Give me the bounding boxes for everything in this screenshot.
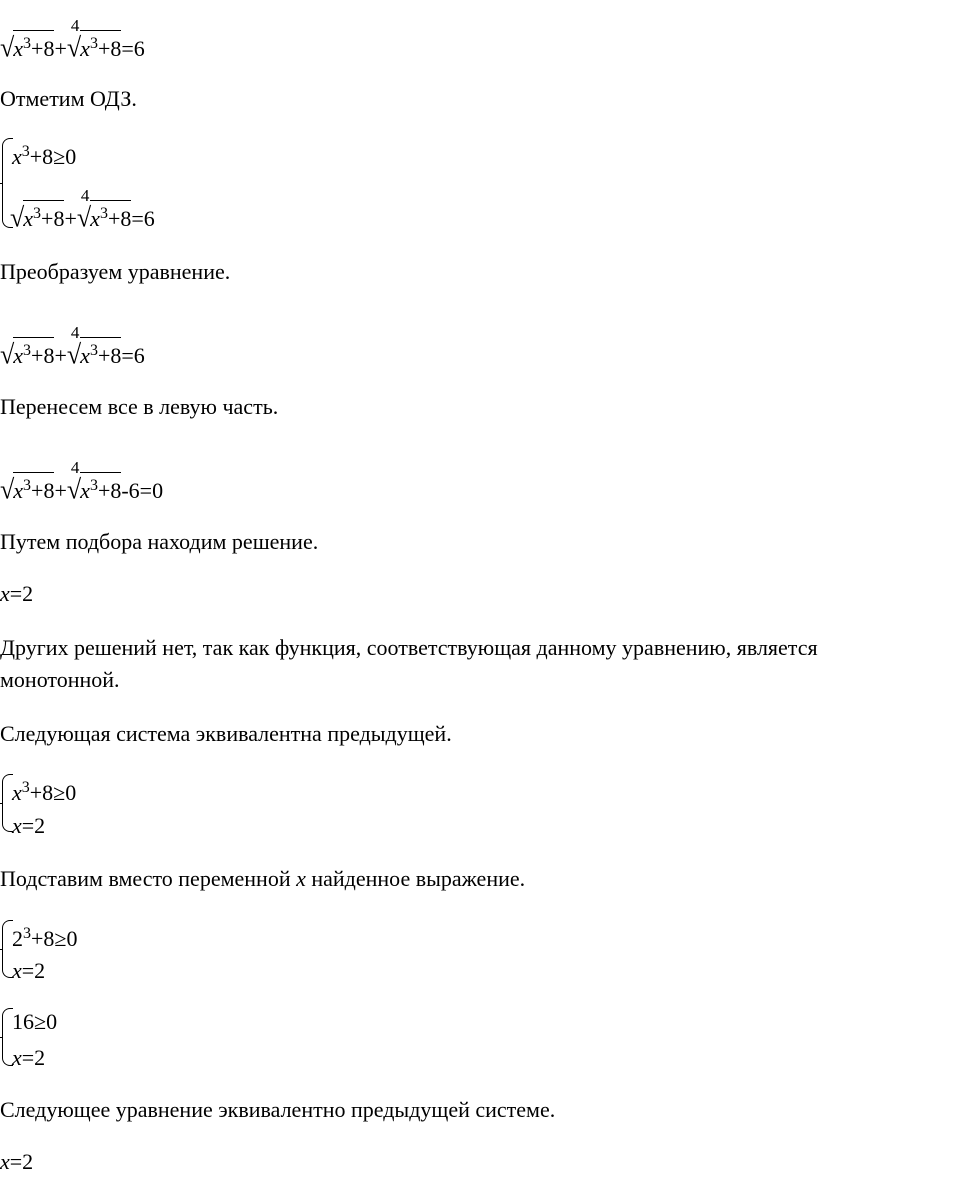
equation-3: $√x^3+8+$ 4 $√x^3+8-6=0$ xyxy=(0,458,164,505)
system4-row1: 16≥0 xyxy=(12,1009,58,1034)
system1-row1: $x^3+8\ge 0$ xyxy=(12,143,77,169)
solution-2: x=2 xyxy=(0,1149,34,1174)
fourth-root: 4 $√x^3+8$ xyxy=(66,16,122,63)
text-no-other-b: монотонной. xyxy=(0,667,120,692)
system3-row1: $2^3+8\ge 0$ xyxy=(12,925,78,951)
system2-row2: x=2 xyxy=(12,813,46,838)
text-equivalent-equation: Следующее уравнение эквивалентно предыдущей системе. xyxy=(0,1097,556,1122)
square-root: $√x^3+8$ xyxy=(0,30,54,61)
equation-1: $√x^3+8+$ 4 $√x^3+8=6$ xyxy=(0,16,145,63)
text-odz: Отметим ОДЗ. xyxy=(0,86,137,111)
system4-row2: x=2 xyxy=(12,1045,46,1070)
system3-row2: x=2 xyxy=(12,958,46,983)
system1-row2: $√x^3+8+$ 4 $√x^3+8=6$ xyxy=(10,186,155,233)
solution-1: x=2 xyxy=(0,581,34,606)
text-move-left: Перенесем все в левую часть. xyxy=(0,394,279,419)
text-no-other-a: Других решений нет, так как функция, соответствующая данному уравнению, является xyxy=(0,635,818,660)
text-substitute: Подставим вместо переменной x найденное выражение. xyxy=(0,866,526,891)
system2-row1: $x^3+8\ge 0$ xyxy=(12,779,77,805)
text-find-solution: Путем подбора находим решение. xyxy=(0,529,319,554)
text-equivalent-system: Следующая система эквивалентна предыдущей. xyxy=(0,721,452,746)
text-transform: Преобразуем уравнение. xyxy=(0,259,231,284)
equation-2: $√x^3+8+$ 4 $√x^3+8=6$ xyxy=(0,323,145,370)
